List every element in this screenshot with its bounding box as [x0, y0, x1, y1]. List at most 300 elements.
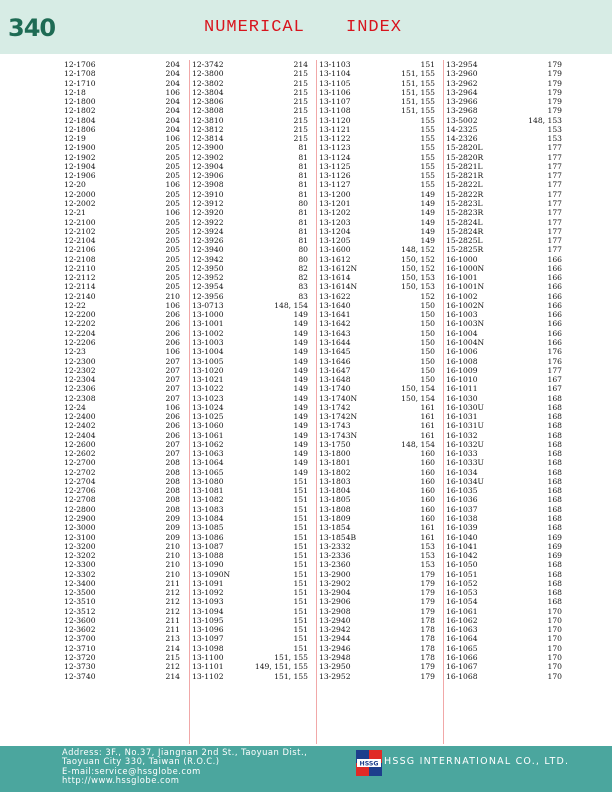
page-reference: 168	[547, 412, 562, 422]
index-entry	[190, 486, 310, 495]
part-number: 13-2940	[319, 615, 351, 625]
page-reference: 150	[420, 310, 435, 320]
page-reference: 170	[547, 634, 562, 644]
page-reference: 149	[293, 347, 308, 357]
index-entry	[444, 570, 564, 579]
part-number: 12-2104	[64, 236, 96, 246]
page-reference: 176	[547, 347, 562, 357]
index-entry	[317, 403, 437, 412]
part-number: 13-1095	[192, 615, 224, 625]
page-reference: 168	[547, 588, 562, 598]
page-reference: 177	[547, 245, 562, 255]
part-number: 12-3512	[64, 606, 96, 616]
index-entry	[190, 634, 310, 643]
part-number: 13-1106	[319, 87, 351, 97]
part-number: 16-1040	[446, 532, 478, 542]
index-entry	[62, 338, 182, 347]
page-reference: 168	[547, 495, 562, 505]
index-entry	[190, 412, 310, 421]
page-reference: 204	[165, 97, 180, 107]
part-number: 12-3000	[64, 523, 96, 533]
page-reference: 170	[547, 606, 562, 616]
index-entry	[444, 634, 564, 643]
page-reference: 151, 155	[401, 78, 435, 88]
index-entry	[317, 570, 437, 579]
page-reference: 149	[420, 198, 435, 208]
page-reference: 206	[165, 421, 180, 431]
page-reference: 167	[547, 375, 562, 385]
index-entry	[444, 190, 564, 199]
part-number: 12-18	[64, 87, 86, 97]
part-number: 13-1801	[319, 458, 351, 468]
part-number: 12-2114	[64, 282, 96, 292]
part-number: 12-2702	[64, 467, 96, 477]
page-reference: 149	[420, 217, 435, 227]
index-column-3	[316, 60, 437, 744]
page-reference: 149	[293, 310, 308, 320]
page-reference: 155	[420, 180, 435, 190]
page-reference: 210	[165, 569, 180, 579]
index-entry	[190, 88, 310, 97]
part-number: 13-1090N	[192, 569, 231, 579]
part-number: 13-1000	[192, 310, 224, 320]
page-reference: 151	[293, 514, 308, 524]
part-number: 12-2706	[64, 486, 96, 496]
part-number: 16-1042	[446, 551, 478, 561]
index-entry	[317, 255, 437, 264]
page-reference: 166	[547, 328, 562, 338]
page-reference: 83	[298, 291, 308, 301]
index-entry	[444, 60, 564, 69]
page-reference: 150	[420, 328, 435, 338]
page-reference: 212	[165, 662, 180, 672]
part-number: 13-1065	[192, 467, 224, 477]
page-reference: 205	[165, 236, 180, 246]
index-entry	[444, 366, 564, 375]
index-entry	[62, 199, 182, 208]
index-entry	[317, 375, 437, 384]
page-reference: 210	[165, 291, 180, 301]
index-column-4	[443, 60, 564, 744]
part-number: 12-2110	[64, 263, 96, 273]
part-number: 13-1126	[319, 171, 351, 181]
part-number: 16-1033	[446, 449, 478, 459]
index-entry	[444, 505, 564, 514]
index-entry	[444, 208, 564, 217]
page-reference: 212	[165, 597, 180, 607]
index-entry	[190, 218, 310, 227]
index-entry	[317, 88, 437, 97]
part-number: 16-1001N	[446, 282, 485, 292]
page-reference: 205	[165, 171, 180, 181]
index-entry	[317, 468, 437, 477]
company-name: HSSG INTERNATIONAL CO., LTD.	[384, 756, 570, 767]
page-reference: 178	[420, 615, 435, 625]
part-number: 13-1205	[319, 236, 351, 246]
part-number: 12-1710	[64, 78, 96, 88]
part-number: 13-2966	[446, 97, 478, 107]
index-entry	[62, 218, 182, 227]
index-entry	[190, 199, 310, 208]
part-number: 13-1102	[192, 671, 224, 681]
index-entry	[62, 644, 182, 653]
page-reference: 155	[420, 124, 435, 134]
page-reference: 168	[547, 439, 562, 449]
part-number: 16-1061	[446, 606, 478, 616]
part-number: 12-2704	[64, 476, 96, 486]
page-reference: 207	[165, 439, 180, 449]
page-reference: 179	[420, 588, 435, 598]
part-number: 13-2360	[319, 560, 351, 570]
page-reference: 209	[165, 514, 180, 524]
part-number: 16-1008	[446, 356, 478, 366]
page-reference: 148, 153	[528, 115, 562, 125]
index-entry	[444, 449, 564, 458]
index-entry	[444, 644, 564, 653]
part-number: 12-20	[64, 180, 86, 190]
part-number: 13-2908	[319, 606, 351, 616]
index-entry	[190, 468, 310, 477]
part-number: 12-3802	[192, 78, 224, 88]
part-number: 13-1803	[319, 476, 351, 486]
page-reference: 151	[293, 588, 308, 598]
part-number: 13-1200	[319, 189, 351, 199]
index-entry	[317, 514, 437, 523]
page-reference: 206	[165, 319, 180, 329]
index-entry	[190, 338, 310, 347]
part-number: 13-1644	[319, 337, 351, 347]
index-entry	[444, 579, 564, 588]
page-reference: 81	[298, 226, 308, 236]
index-entry	[62, 394, 182, 403]
page-reference: 151	[293, 643, 308, 653]
page-reference: 151	[420, 60, 435, 69]
index-entry	[317, 440, 437, 449]
index-entry	[317, 597, 437, 606]
page-reference: 106	[165, 134, 180, 144]
part-number: 15-2824R	[446, 226, 484, 236]
part-number: 16-1006	[446, 347, 478, 357]
index-entry	[62, 319, 182, 328]
index-entry	[317, 357, 437, 366]
page-reference: 81	[298, 161, 308, 171]
page-reference: 160	[420, 476, 435, 486]
part-number: 12-22	[64, 300, 86, 310]
index-entry	[444, 486, 564, 495]
part-number: 16-1033U	[446, 458, 484, 468]
part-number: 16-1054	[446, 597, 478, 607]
page-reference: 206	[165, 430, 180, 440]
part-number: 13-1750	[319, 439, 351, 449]
index-entry	[317, 218, 437, 227]
index-entry	[62, 116, 182, 125]
index-entry	[317, 153, 437, 162]
part-number: 13-1124	[319, 152, 351, 162]
page-reference: 149	[293, 337, 308, 347]
part-number: 13-1743	[319, 421, 351, 431]
part-number: 13-1020	[192, 365, 224, 375]
index-entry	[317, 505, 437, 514]
index-entry	[62, 495, 182, 504]
index-entry	[62, 625, 182, 634]
part-number: 13-1094	[192, 606, 224, 616]
index-entry	[317, 607, 437, 616]
page-reference: 209	[165, 532, 180, 542]
part-number: 16-1034	[446, 467, 478, 477]
page-reference: 150, 152	[401, 254, 435, 264]
page-reference: 168	[547, 597, 562, 607]
part-number: 13-2952	[319, 671, 351, 681]
part-number: 12-3808	[192, 106, 224, 116]
page-reference: 151	[293, 606, 308, 616]
page-reference: 161	[420, 523, 435, 533]
part-number: 12-2302	[64, 365, 96, 375]
index-entry	[190, 421, 310, 430]
part-number: 12-2206	[64, 337, 96, 347]
part-number: 13-2944	[319, 634, 351, 644]
page-reference: 170	[547, 662, 562, 672]
page-reference: 81	[298, 236, 308, 246]
page-reference: 151	[293, 569, 308, 579]
page-reference: 150, 152	[401, 263, 435, 273]
index-entry	[444, 153, 564, 162]
index-entry	[317, 495, 437, 504]
index-entry	[190, 551, 310, 560]
page-reference: 149	[293, 458, 308, 468]
index-entry	[444, 171, 564, 180]
part-number: 16-1002N	[446, 300, 485, 310]
part-number: 13-2336	[319, 551, 351, 561]
page-reference: 166	[547, 310, 562, 320]
part-number: 12-2400	[64, 412, 96, 422]
page-reference: 166	[547, 337, 562, 347]
page-reference: 168	[547, 476, 562, 486]
page-reference: 179	[547, 87, 562, 97]
part-number: 12-21	[64, 208, 86, 218]
index-entry	[317, 449, 437, 458]
part-number: 13-1204	[319, 226, 351, 236]
index-entry	[62, 143, 182, 152]
part-number: 13-1063	[192, 449, 224, 459]
index-entry	[190, 542, 310, 551]
page-reference: 208	[165, 476, 180, 486]
part-number: 13-1061	[192, 430, 224, 440]
part-number: 12-3100	[64, 532, 96, 542]
page-reference: 168	[547, 523, 562, 533]
part-number: 13-1647	[319, 365, 351, 375]
part-number: 13-1600	[319, 245, 351, 255]
page-reference: 81	[298, 152, 308, 162]
index-entry	[62, 486, 182, 495]
page-reference: 151	[293, 597, 308, 607]
page-reference: 148, 154	[274, 300, 308, 310]
part-number: 12-3602	[64, 625, 96, 635]
page-reference: 149	[293, 412, 308, 422]
page-reference: 151	[293, 625, 308, 635]
part-number: 13-1092	[192, 588, 224, 598]
page-reference: 166	[547, 319, 562, 329]
index-entry	[62, 310, 182, 319]
page-reference: 168	[547, 486, 562, 496]
part-number: 16-1004	[446, 328, 478, 338]
index-entry	[444, 97, 564, 106]
part-number: 12-3700	[64, 634, 96, 644]
index-entry	[190, 672, 310, 681]
part-number: 14-2325	[446, 124, 478, 134]
part-number: 13-1084	[192, 514, 224, 524]
part-number: 16-1000	[446, 254, 478, 264]
page-reference: 177	[547, 171, 562, 181]
part-number: 12-3812	[192, 124, 224, 134]
page-reference: 149	[293, 319, 308, 329]
page-reference: 179	[420, 578, 435, 588]
page-reference: 160	[420, 467, 435, 477]
part-number: 13-1087	[192, 541, 224, 551]
page-reference: 205	[165, 226, 180, 236]
part-number: 13-2332	[319, 541, 351, 551]
part-number: 15-2825R	[446, 245, 484, 255]
email-line: E-mail:service@hssglobe.com	[62, 765, 201, 776]
part-number: 12-3806	[192, 97, 224, 107]
part-number: 13-1091	[192, 578, 224, 588]
index-entry	[190, 431, 310, 440]
index-entry	[62, 440, 182, 449]
part-number: 13-1120	[319, 115, 351, 125]
page-reference: 169	[547, 551, 562, 561]
part-number: 12-2100	[64, 217, 96, 227]
index-entry	[62, 403, 182, 412]
part-number: 12-3720	[64, 653, 96, 662]
index-entry	[444, 347, 564, 356]
part-number: 13-1640	[319, 300, 351, 310]
index-entry	[190, 477, 310, 486]
index-entry	[62, 255, 182, 264]
page-reference: 160	[420, 449, 435, 459]
page-reference: 166	[547, 300, 562, 310]
page-reference: 149	[293, 430, 308, 440]
index-entry	[317, 347, 437, 356]
page-reference: 153	[420, 560, 435, 570]
part-number: 12-3950	[192, 263, 224, 273]
index-entry	[190, 560, 310, 569]
index-entry	[62, 301, 182, 310]
page-reference: 155	[420, 171, 435, 181]
part-number: 13-1802	[319, 467, 351, 477]
index-entry	[190, 79, 310, 88]
part-number: 12-3912	[192, 198, 224, 208]
part-number: 12-3500	[64, 588, 96, 598]
index-entry	[190, 60, 310, 69]
index-entry	[444, 134, 564, 143]
index-entry	[190, 190, 310, 199]
index-entry	[62, 579, 182, 588]
part-number: 12-2402	[64, 421, 96, 431]
index-entry	[190, 523, 310, 532]
index-entry	[444, 625, 564, 634]
index-entry	[444, 199, 564, 208]
part-number: 13-1090	[192, 560, 224, 570]
index-entry	[317, 245, 437, 254]
part-number: 16-1066	[446, 653, 478, 662]
part-number: 12-1806	[64, 124, 96, 134]
index-entry	[444, 282, 564, 291]
index-entry	[62, 607, 182, 616]
index-entry	[190, 264, 310, 273]
part-number: 13-1854	[319, 523, 351, 533]
page-reference: 205	[165, 189, 180, 199]
page-reference: 210	[165, 560, 180, 570]
part-number: 13-1805	[319, 495, 351, 505]
part-number: 13-2946	[319, 643, 351, 653]
index-entry	[444, 236, 564, 245]
part-number: 16-1052	[446, 578, 478, 588]
index-entry	[317, 292, 437, 301]
page-reference: 166	[547, 282, 562, 292]
page-reference: 215	[293, 87, 308, 97]
part-number: 13-2964	[446, 87, 478, 97]
index-entry	[62, 431, 182, 440]
part-number: 16-1065	[446, 643, 478, 653]
page-reference: 206	[165, 412, 180, 422]
page-reference: 215	[293, 124, 308, 134]
page-reference: 151	[293, 486, 308, 496]
page-reference: 168	[547, 449, 562, 459]
index-entry	[190, 255, 310, 264]
part-number: 16-1011	[446, 384, 478, 394]
part-number: 13-1614	[319, 273, 351, 283]
part-number: 13-1642	[319, 319, 351, 329]
index-entry	[62, 97, 182, 106]
part-number: 12-3910	[192, 189, 224, 199]
page-reference: 170	[547, 653, 562, 662]
page-reference: 151	[293, 532, 308, 542]
index-entry	[62, 634, 182, 643]
page-reference: 177	[547, 208, 562, 218]
part-number: 13-1742	[319, 402, 351, 412]
index-entry	[190, 97, 310, 106]
index-entry	[190, 153, 310, 162]
index-entry	[190, 357, 310, 366]
page-reference: 151	[293, 541, 308, 551]
page-reference: 215	[293, 97, 308, 107]
page-reference: 151	[293, 495, 308, 505]
contact-block	[62, 748, 307, 785]
index-entry	[62, 329, 182, 338]
page-reference: 205	[165, 161, 180, 171]
index-entry	[190, 607, 310, 616]
index-entry	[62, 88, 182, 97]
part-number: 13-1083	[192, 504, 224, 514]
index-entry	[190, 403, 310, 412]
page-reference: 150	[420, 337, 435, 347]
page-reference: 210	[165, 541, 180, 551]
part-number: 15-2823R	[446, 208, 484, 218]
part-number: 13-1123	[319, 143, 351, 153]
page-reference: 150	[420, 375, 435, 385]
index-entry	[190, 69, 310, 78]
part-number: 13-1800	[319, 449, 351, 459]
part-number: 13-1645	[319, 347, 351, 357]
part-number: 12-2900	[64, 514, 96, 524]
part-number: 13-1103	[319, 60, 351, 69]
index-entry	[190, 347, 310, 356]
page-reference: 178	[420, 625, 435, 635]
page-reference: 155	[420, 152, 435, 162]
index-entry	[190, 301, 310, 310]
page-reference: 161	[420, 421, 435, 431]
index-entry	[190, 329, 310, 338]
part-number: 13-2900	[319, 569, 351, 579]
